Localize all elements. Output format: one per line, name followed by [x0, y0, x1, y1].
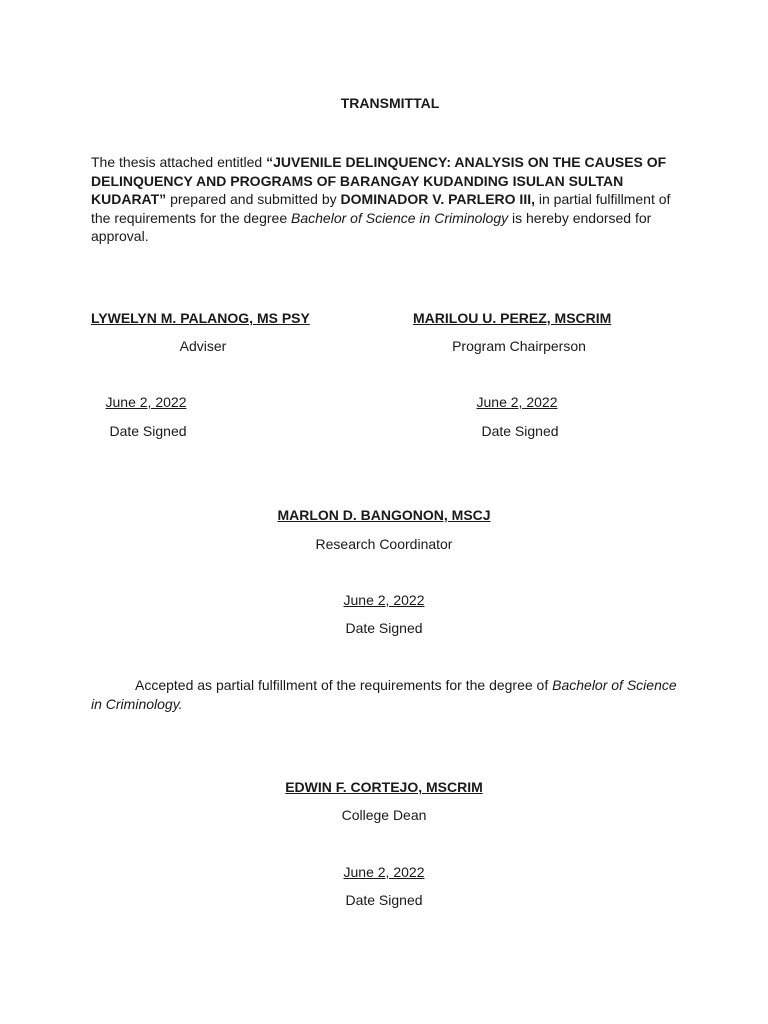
acceptance-paragraph — [91, 676, 683, 713]
intro-text-4: is hereby endorsed for approval. — [91, 209, 652, 244]
adviser-date-label: Date Signed — [109, 423, 187, 439]
dean-date-label: Date Signed — [345, 892, 423, 908]
intro-text-3: in partial fulfillment of the requirements for the degree — [91, 191, 671, 226]
chairperson-date: June 2, 2022 — [476, 394, 558, 410]
acceptance-degree: Bachelor of Science in Criminology. — [91, 677, 677, 712]
adviser-name: LYWELYN M. PALANOG, MS PSY — [91, 310, 310, 326]
degree-name: Bachelor of Science in Criminology — [291, 209, 509, 226]
coordinator-date: June 2, 2022 — [343, 592, 425, 608]
intro-text-1: The thesis attached entitled — [91, 154, 267, 170]
intro-text-2: prepared and submitted by — [166, 191, 341, 207]
chairperson-role: Program Chairperson — [452, 338, 586, 354]
chairperson-name: MARILOU U. PEREZ, MSCRIM — [413, 310, 612, 326]
adviser-date: June 2, 2022 — [105, 394, 187, 410]
dean-role: College Dean — [341, 807, 427, 823]
thesis-title: “JUVENILE DELINQUENCY: ANALYSIS ON THE CAUSES OF DELINQUENCY AND PROGRAMS OF BARANGAY KUDANDING ISULAN SULTAN KUDARAT” — [91, 154, 667, 207]
chairperson-date-label: Date Signed — [481, 423, 559, 439]
dean-date: June 2, 2022 — [343, 864, 425, 880]
coordinator-role: Research Coordinator — [315, 536, 453, 552]
coordinator-date-label: Date Signed — [345, 620, 423, 636]
acceptance-text: Accepted as partial fulfillment of the requirements for the degree of — [135, 677, 553, 693]
adviser-role: Adviser — [179, 338, 227, 354]
coordinator-name: MARLON D. BANGONON, MSCJ — [277, 507, 491, 523]
dean-name: EDWIN F. CORTEJO, MSCRIM — [285, 779, 483, 795]
author-name: DOMINADOR V. PARLERO III, — [340, 191, 535, 207]
endorsement-paragraph — [91, 153, 683, 246]
document-title: TRANSMITTAL — [340, 95, 440, 111]
